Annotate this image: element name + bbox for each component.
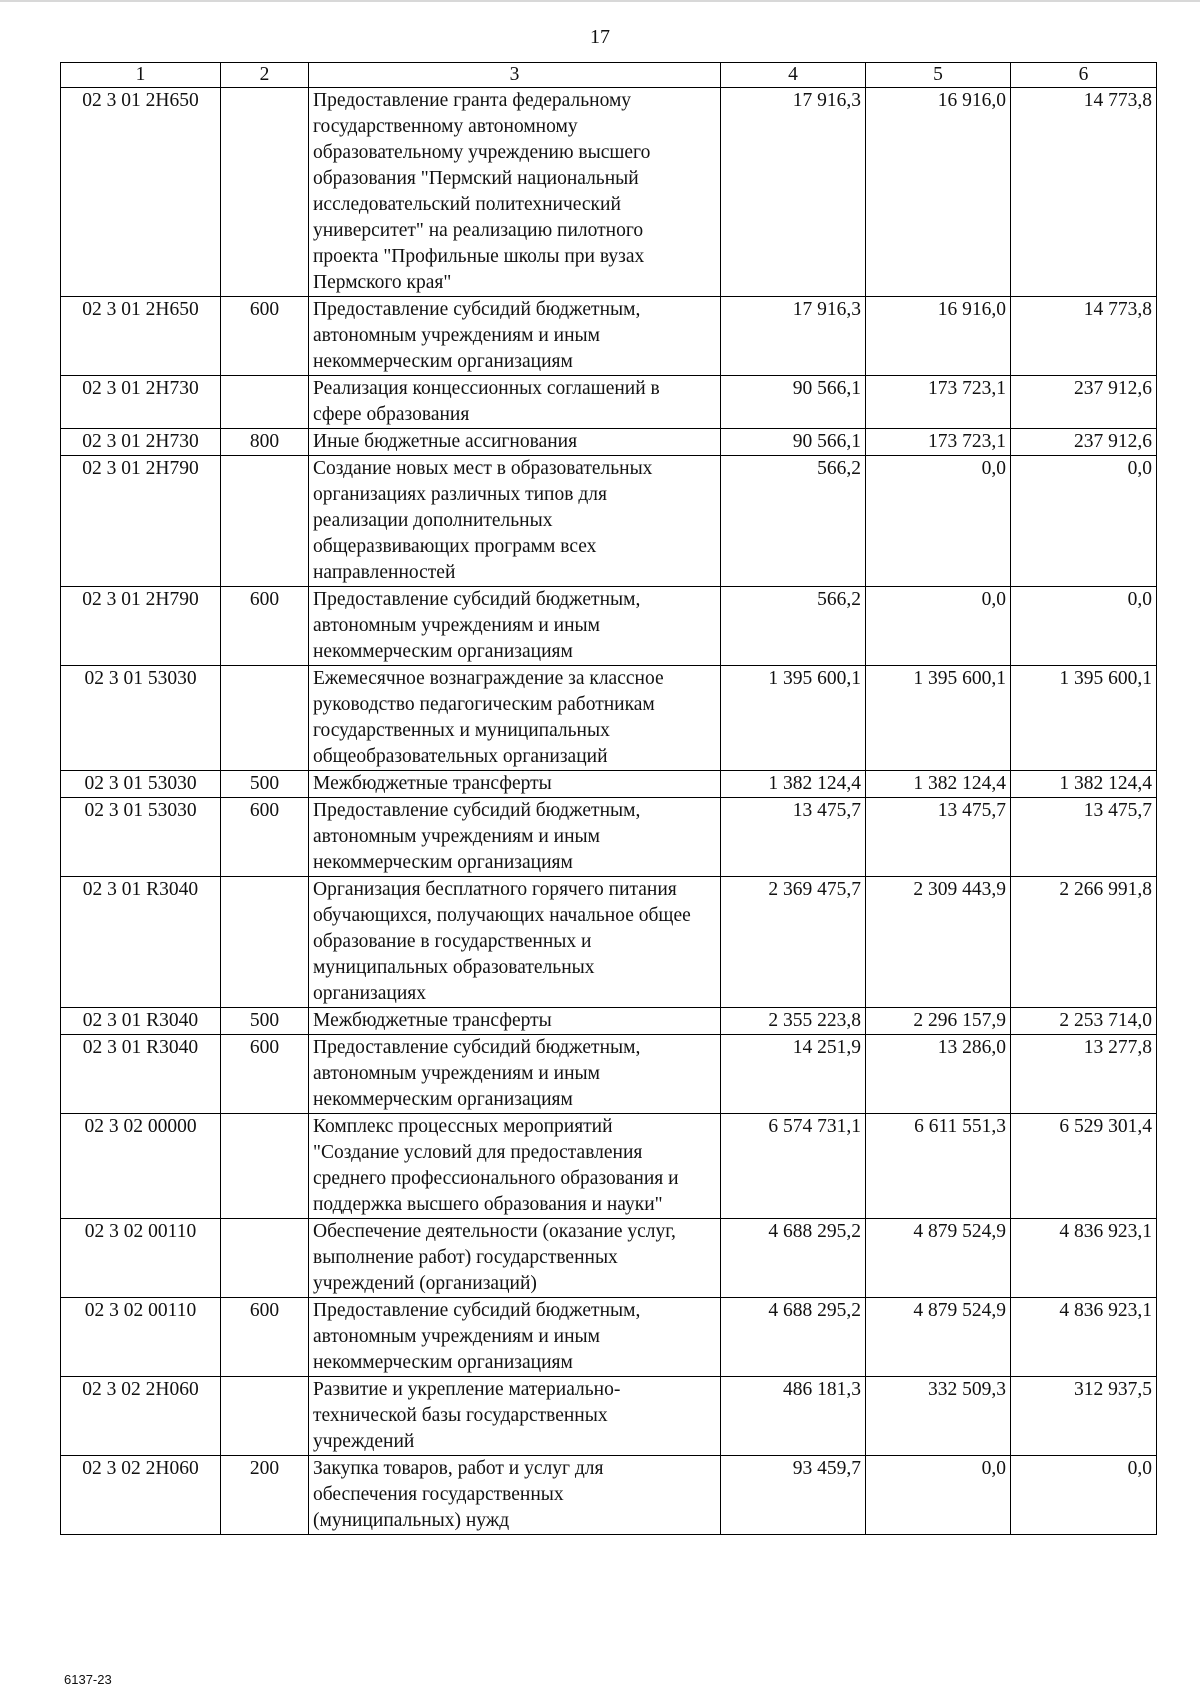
row-value-col5: 1 382 124,4 [866,771,1011,798]
column-header-4: 4 [721,63,866,88]
table-row [61,587,1157,666]
description-line: реализации дополнительных [313,510,553,531]
row-description [309,376,721,429]
column-header-5: 5 [866,63,1011,88]
description-line: автономным учреждениям и иным [313,615,600,636]
row-value-col5: 6 611 551,3 [866,1114,1011,1219]
row-expense-type: 600 [221,587,309,666]
row-value-col6: 4 836 923,1 [1011,1298,1157,1377]
table-row [61,88,1157,297]
description-line: выполнение работ) государственных [313,1247,618,1268]
row-description [309,877,721,1008]
row-description [309,88,721,297]
row-value-col4: 17 916,3 [721,88,866,297]
description-line: Предоставление субсидий бюджетным, [313,1300,641,1321]
row-code: 02 3 02 00110 [61,1298,221,1377]
row-value-col5: 4 879 524,9 [866,1298,1011,1377]
description-line: Реализация концессионных соглашений в [313,378,660,399]
description-line: учреждений [313,1431,415,1452]
row-value-col4: 90 566,1 [721,429,866,456]
row-value-col4: 4 688 295,2 [721,1298,866,1377]
row-description [309,1008,721,1035]
description-line: образовательному учреждению высшего [313,142,651,163]
description-line: среднего профессионального образования и [313,1168,679,1189]
row-description [309,1114,721,1219]
row-value-col4: 566,2 [721,456,866,587]
description-line: Организация бесплатного горячего питания [313,879,677,900]
row-value-col6: 237 912,6 [1011,376,1157,429]
row-description [309,1456,721,1535]
column-header-3: 3 [309,63,721,88]
row-code: 02 3 01 53030 [61,666,221,771]
row-value-col6: 1 395 600,1 [1011,666,1157,771]
top-edge-line [0,0,1200,2]
row-description [309,1035,721,1114]
row-value-col5: 1 395 600,1 [866,666,1011,771]
row-value-col6: 13 475,7 [1011,798,1157,877]
description-line: некоммерческим организациям [313,641,573,662]
column-header-6: 6 [1011,63,1157,88]
row-code: 02 3 01 2Н790 [61,456,221,587]
description-line: проекта "Профильные школы при вузах [313,246,645,267]
table-row [61,771,1157,798]
row-code: 02 3 02 2Н060 [61,1377,221,1456]
row-value-col6: 1 382 124,4 [1011,771,1157,798]
description-line: общеразвивающих программ всех [313,536,597,557]
row-expense-type [221,1219,309,1298]
row-value-col4: 90 566,1 [721,376,866,429]
table-row [61,429,1157,456]
description-line: обучающихся, получающих начальное общее [313,905,691,926]
row-expense-type: 500 [221,1008,309,1035]
row-description [309,297,721,376]
description-line: организациях [313,983,426,1004]
description-line: некоммерческим организациям [313,852,573,873]
table-row [61,456,1157,587]
description-line: технической базы государственных [313,1405,608,1426]
description-line: университет" на реализацию пилотного [313,220,644,241]
row-value-col5: 332 509,3 [866,1377,1011,1456]
column-header-1: 1 [61,63,221,88]
row-value-col6: 2 266 991,8 [1011,877,1157,1008]
row-code: 02 3 01 2Н650 [61,88,221,297]
description-line: Ежемесячное вознаграждение за классное [313,668,664,689]
description-line: государственному автономному [313,116,578,137]
row-code: 02 3 02 2Н060 [61,1456,221,1535]
row-value-col4: 13 475,7 [721,798,866,877]
row-value-col6: 14 773,8 [1011,88,1157,297]
row-value-col5: 173 723,1 [866,376,1011,429]
row-description [309,429,721,456]
row-description [309,666,721,771]
row-value-col4: 2 355 223,8 [721,1008,866,1035]
row-value-col5: 0,0 [866,587,1011,666]
description-line: учреждений (организаций) [313,1273,537,1294]
row-value-col5: 2 296 157,9 [866,1008,1011,1035]
row-code: 02 3 01 53030 [61,771,221,798]
row-description [309,1298,721,1377]
row-description [309,587,721,666]
row-value-col5: 13 286,0 [866,1035,1011,1114]
description-line: общеобразовательных организаций [313,746,608,767]
row-value-col6: 4 836 923,1 [1011,1219,1157,1298]
description-line: Комплекс процессных мероприятий [313,1116,613,1137]
page-number: 17 [590,26,610,48]
row-value-col4: 2 369 475,7 [721,877,866,1008]
row-expense-type [221,88,309,297]
row-code: 02 3 01 2Н730 [61,429,221,456]
description-line: (муниципальных) нужд [313,1510,510,1531]
row-code: 02 3 01 R3040 [61,1035,221,1114]
description-line: некоммерческим организациям [313,1089,573,1110]
budget-table [60,62,1157,1535]
row-value-col4: 93 459,7 [721,1456,866,1535]
table-row [61,297,1157,376]
description-line: Пермского края" [313,272,452,293]
description-line: автономным учреждениям и иным [313,1063,600,1084]
description-line: муниципальных образовательных [313,957,595,978]
row-code: 02 3 01 2Н730 [61,376,221,429]
row-expense-type [221,376,309,429]
row-expense-type [221,1114,309,1219]
row-value-col5: 16 916,0 [866,297,1011,376]
row-value-col6: 14 773,8 [1011,297,1157,376]
table-row [61,1114,1157,1219]
table-row [61,1008,1157,1035]
row-expense-type: 500 [221,771,309,798]
row-value-col6: 0,0 [1011,1456,1157,1535]
row-value-col6: 6 529 301,4 [1011,1114,1157,1219]
description-line: Иные бюджетные ассигнования [313,431,578,452]
table-row [61,1456,1157,1535]
row-value-col5: 173 723,1 [866,429,1011,456]
description-line: автономным учреждениям и иным [313,325,600,346]
description-line: Закупка товаров, работ и услуг для [313,1458,604,1479]
row-expense-type: 600 [221,1035,309,1114]
description-line: руководство педагогическим работникам [313,694,655,715]
row-value-col6: 237 912,6 [1011,429,1157,456]
row-code: 02 3 01 2Н650 [61,297,221,376]
description-line: Развитие и укрепление материально- [313,1379,621,1400]
row-expense-type: 200 [221,1456,309,1535]
table-row [61,798,1157,877]
description-line: Обеспечение деятельности (оказание услуг, [313,1221,676,1242]
row-value-col4: 14 251,9 [721,1035,866,1114]
description-line: Межбюджетные трансферты [313,1010,552,1031]
row-description [309,771,721,798]
row-value-col5: 13 475,7 [866,798,1011,877]
row-value-col4: 1 382 124,4 [721,771,866,798]
row-code: 02 3 02 00000 [61,1114,221,1219]
row-value-col4: 486 181,3 [721,1377,866,1456]
table-row [61,877,1157,1008]
row-value-col6: 0,0 [1011,587,1157,666]
row-value-col4: 566,2 [721,587,866,666]
description-line: автономным учреждениям и иным [313,1326,600,1347]
table-body [61,88,1157,1535]
row-code: 02 3 01 2Н790 [61,587,221,666]
table-row [61,666,1157,771]
row-value-col6: 312 937,5 [1011,1377,1157,1456]
description-line: обеспечения государственных [313,1484,564,1505]
row-value-col5: 4 879 524,9 [866,1219,1011,1298]
row-expense-type: 600 [221,798,309,877]
description-line: "Создание условий для предоставления [313,1142,643,1163]
description-line: Предоставление субсидий бюджетным, [313,800,641,821]
description-line: некоммерческим организациям [313,1352,573,1373]
row-code: 02 3 01 R3040 [61,877,221,1008]
row-description [309,1219,721,1298]
row-value-col4: 6 574 731,1 [721,1114,866,1219]
description-line: образование в государственных и [313,931,592,952]
description-line: сфере образования [313,404,470,425]
row-description [309,456,721,587]
row-value-col4: 1 395 600,1 [721,666,866,771]
row-value-col5: 0,0 [866,456,1011,587]
description-line: направленностей [313,562,456,583]
description-line: Предоставление субсидий бюджетным, [313,299,641,320]
description-line: организациях различных типов для [313,484,607,505]
description-line: образования "Пермский национальный [313,168,639,189]
document-id: 6137-23 [64,1672,112,1687]
row-value-col6: 13 277,8 [1011,1035,1157,1114]
row-value-col6: 2 253 714,0 [1011,1008,1157,1035]
row-code: 02 3 01 R3040 [61,1008,221,1035]
row-expense-type: 600 [221,297,309,376]
table-row [61,1298,1157,1377]
row-description [309,1377,721,1456]
description-line: Предоставление субсидий бюджетным, [313,1037,641,1058]
row-value-col6: 0,0 [1011,456,1157,587]
header-row [61,63,1157,88]
row-description [309,798,721,877]
description-line: Межбюджетные трансферты [313,773,552,794]
table-row [61,1035,1157,1114]
description-line: государственных и муниципальных [313,720,610,741]
row-expense-type [221,666,309,771]
row-value-col4: 4 688 295,2 [721,1219,866,1298]
column-header-2: 2 [221,63,309,88]
description-line: автономным учреждениям и иным [313,826,600,847]
row-value-col4: 17 916,3 [721,297,866,376]
description-line: Предоставление субсидий бюджетным, [313,589,641,610]
table-row [61,1219,1157,1298]
row-expense-type [221,456,309,587]
description-line: Предоставление гранта федеральному [313,90,632,111]
description-line: исследовательский политехнический [313,194,621,215]
table-row [61,376,1157,429]
description-line: некоммерческим организациям [313,351,573,372]
table-row [61,1377,1157,1456]
row-value-col5: 0,0 [866,1456,1011,1535]
description-line: поддержка высшего образования и науки" [313,1194,663,1215]
row-value-col5: 2 309 443,9 [866,877,1011,1008]
description-line: Создание новых мест в образовательных [313,458,653,479]
row-value-col5: 16 916,0 [866,88,1011,297]
row-code: 02 3 02 00110 [61,1219,221,1298]
row-code: 02 3 01 53030 [61,798,221,877]
row-expense-type [221,877,309,1008]
row-expense-type: 800 [221,429,309,456]
row-expense-type [221,1377,309,1456]
row-expense-type: 600 [221,1298,309,1377]
